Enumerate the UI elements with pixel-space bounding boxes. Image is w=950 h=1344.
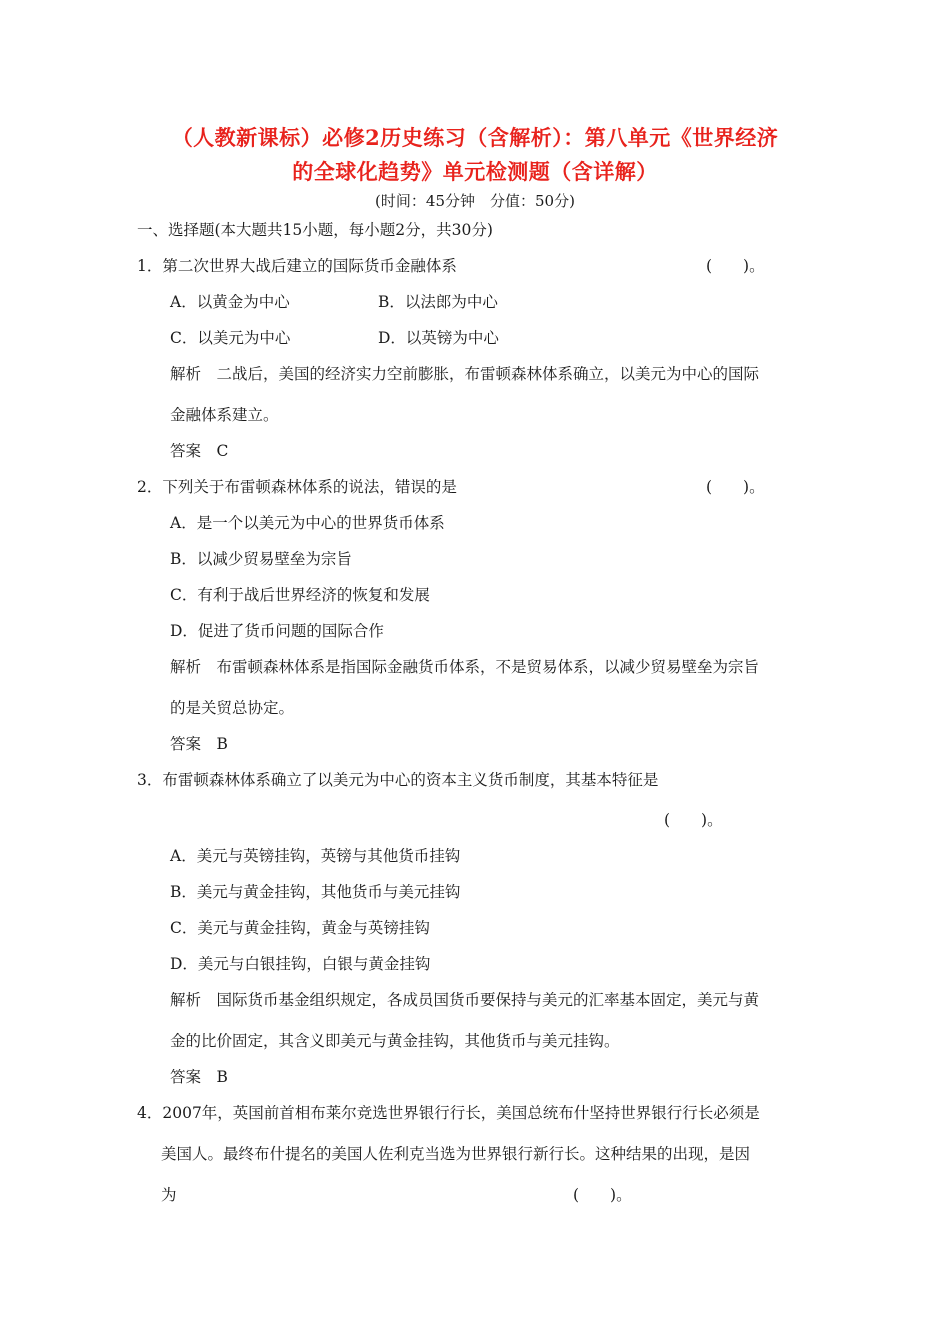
exam-meta: (时间：45分钟 分值：50分)	[375, 192, 575, 210]
q3-analysis-line-2: 金的比价固定，其含义即美元与黄金挂钩，其他货币与美元挂钩。	[170, 1032, 620, 1050]
q3-option-b: B．美元与黄金挂钩，其他货币与美元挂钩	[170, 883, 461, 901]
q4-answer-blank: ( )。	[573, 1186, 632, 1204]
q1-stem: 1．第二次世界大战后建立的国际货币金融体系	[137, 257, 457, 275]
q2-answer: 答案 B	[170, 735, 228, 753]
q3-option-d: D．美元与白银挂钩，白银与黄金挂钩	[170, 955, 431, 973]
q2-option-d: D．促进了货币问题的国际合作	[170, 622, 384, 640]
q2-analysis-line-1: 解析 布雷顿森林体系是指国际金融货币体系，不是贸易体系，以减少贸易壁垒为宗旨	[170, 658, 760, 676]
q3-stem: 3．布雷顿森林体系确立了以美元为中心的资本主义货币制度，其基本特征是	[137, 771, 659, 789]
q4-stem-line-1: 4．2007年，英国前首相布莱尔竞选世界银行行长，美国总统布什坚持世界银行行长必须是	[137, 1104, 760, 1122]
document-title-line-1: （人教新课标）必修2历史练习（含解析）：第八单元《世界经济	[171, 125, 779, 150]
q1-option-a: A．以黄金为中心	[170, 293, 290, 311]
document-title-line-2: 的全球化趋势》单元检测题（含详解）	[292, 159, 658, 184]
q1-analysis-line-1: 解析 二战后，美国的经济实力空前膨胀，布雷顿森林体系确立，以美元为中心的国际	[170, 365, 760, 383]
section-heading: 一、选择题(本大题共15小题，每小题2分，共30分)	[137, 221, 493, 239]
q1-answer-blank: ( )。	[706, 257, 765, 275]
q1-answer: 答案 C	[170, 442, 229, 460]
q3-option-a: A．美元与英镑挂钩，英镑与其他货币挂钩	[170, 847, 461, 865]
q1-analysis-line-2: 金融体系建立。	[170, 406, 279, 424]
q4-stem-line-3: 为	[161, 1186, 177, 1204]
q3-answer-blank: ( )。	[664, 811, 723, 829]
q2-answer-blank: ( )。	[706, 478, 765, 496]
q2-option-c: C．有利于战后世界经济的恢复和发展	[170, 586, 430, 604]
q2-stem: 2．下列关于布雷顿森林体系的说法，错误的是	[137, 478, 457, 496]
q2-option-a: A．是一个以美元为中心的世界货币体系	[170, 514, 445, 532]
q2-option-b: B．以减少贸易壁垒为宗旨	[170, 550, 352, 568]
q3-option-c: C．美元与黄金挂钩，黄金与英镑挂钩	[170, 919, 430, 937]
q2-analysis-line-2: 的是关贸总协定。	[170, 699, 295, 717]
q1-option-c: C．以美元为中心	[170, 329, 291, 347]
q3-answer: 答案 B	[170, 1068, 228, 1086]
q3-analysis-line-1: 解析 国际货币基金组织规定，各成员国货币要保持与美元的汇率基本固定，美元与黄	[170, 991, 760, 1009]
q4-stem-line-2: 美国人。最终布什提名的美国人佐利克当选为世界银行新行长。这种结果的出现，是因	[161, 1145, 751, 1163]
q1-option-d: D．以英镑为中心	[378, 329, 499, 347]
q1-option-b: B．以法郎为中心	[378, 293, 498, 311]
